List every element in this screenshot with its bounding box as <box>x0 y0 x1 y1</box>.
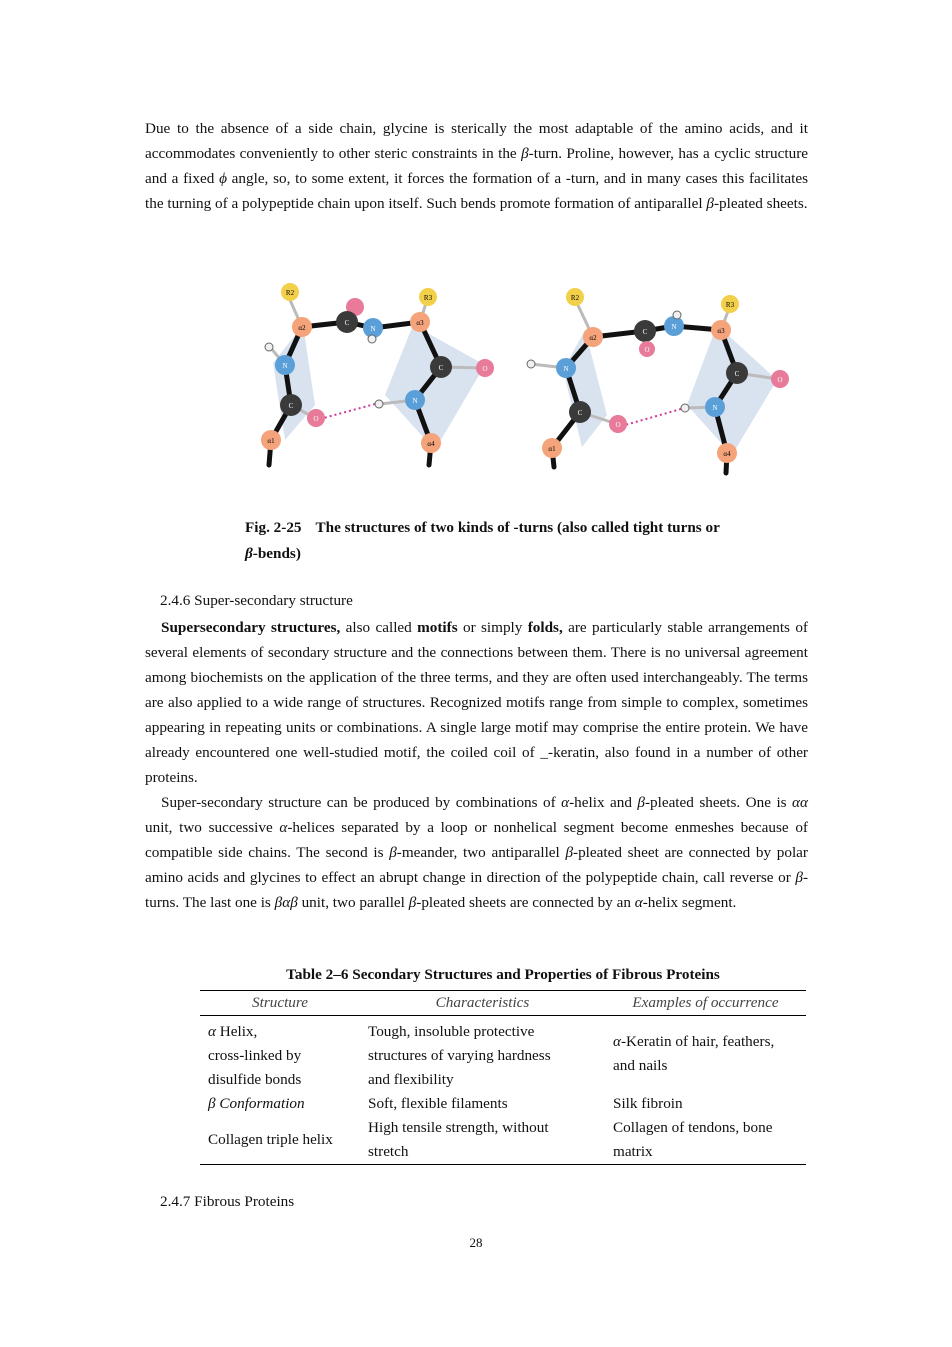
oxygen-label: O <box>615 421 621 429</box>
text-run: -pleated sheets are connected by an <box>416 894 635 911</box>
beta-symbol: β <box>408 894 417 911</box>
cell-text: disulfide bonds <box>208 1071 302 1088</box>
cell-text: structures of varying hardness <box>368 1047 551 1064</box>
table-row <box>200 1092 806 1116</box>
oxygen-label: O <box>313 415 319 423</box>
oxygen-label: O <box>777 376 783 384</box>
r3-label: R3 <box>423 294 433 302</box>
fibrous-proteins-table <box>200 990 806 1165</box>
hydrogen-bond <box>625 409 681 425</box>
carbon-label: C <box>288 402 294 410</box>
bold-term: Supersecondary structures, <box>161 619 341 636</box>
text-run: -helix and <box>569 794 638 811</box>
text-run: unit, two parallel <box>297 894 409 911</box>
alpha1-label: α1 <box>267 437 275 445</box>
text-run: also called <box>340 619 418 636</box>
section-heading-2-4-7: 2.4.7 Fibrous Proteins <box>160 1193 295 1210</box>
beta-symbol: β <box>706 195 714 212</box>
alpha-alpha-symbol: αα <box>792 794 808 811</box>
alpha-symbol: α <box>279 819 288 836</box>
alpha3-label: α3 <box>416 319 424 327</box>
alpha2-label: α2 <box>589 334 597 342</box>
text-run: Super-secondary structure can be produced by combinations of <box>161 794 562 811</box>
oxygen-label: O <box>482 365 488 373</box>
r2-label: R2 <box>570 294 580 302</box>
carbon-label: C <box>734 370 740 378</box>
text-run: Due to the absence of a side chain, glycine is sterically the most adaptable of the amino acids, and it accommodates conveniently to other steric constraints in the <box>145 120 808 162</box>
characteristics-cell <box>360 1016 605 1093</box>
nitrogen-label: N <box>563 365 569 373</box>
beta-symbol: β <box>637 794 645 811</box>
oxygen-label: O <box>644 346 650 354</box>
text-run: -helices separated by a loop or nonhelical segment become enmeshes because of compatible side chains. The second is <box>145 819 808 861</box>
carbon-label: C <box>577 409 583 417</box>
structure-cell <box>200 1092 360 1116</box>
structure-cell: Collagen triple helix <box>200 1116 360 1165</box>
paragraph-supersecondary <box>145 615 808 790</box>
hydrogen-atom <box>527 360 535 368</box>
beta-symbol: β <box>389 844 397 861</box>
alpha-symbol: α <box>634 894 643 911</box>
caption-text: The structures of two kinds of -turns (also called tight turns or <box>315 519 720 536</box>
characteristics-cell: Soft, flexible filaments <box>368 1095 508 1112</box>
hydrogen-atom <box>368 335 376 343</box>
text-run: -pleated sheets. One is <box>644 794 793 811</box>
structure-cell <box>200 1016 360 1093</box>
nitrogen-label: N <box>712 404 718 412</box>
nitrogen-label: N <box>370 325 376 333</box>
hydrogen-bond <box>320 404 375 419</box>
figure-caption <box>245 515 805 567</box>
beta-symbol: β <box>208 1095 216 1112</box>
table-row <box>200 1116 806 1165</box>
text-run: angle, so, to some extent, it forces the formation of a -turn, and in many cases this facilitates the turning of a polypeptide chain upon itself. Such bends promote formation of antiparallel <box>145 170 808 212</box>
text-run: are particularly stable arrangements of several elements of secondary structure and the connections between them. There is no universal agreement among biochemists on the application of the three terms, and they are often used interchangeably. The terms are also applied to a wide range of structures. Recognized motifs range from simple to complex, sometimes appearing in repeating units or combinations. A single large motif may comprise the entire protein. We have already encountered one well-studied motif, the coiled coil of _-keratin, also found in a number of other proteins. <box>145 619 808 786</box>
alpha-symbol: α <box>208 1023 216 1040</box>
bold-term: folds, <box>527 619 563 636</box>
beta-alpha-beta-symbol: βαβ <box>274 894 298 911</box>
nitrogen-label: N <box>671 323 677 331</box>
table-row <box>200 1016 806 1093</box>
cell-text: and nails <box>613 1057 668 1074</box>
text-run: -turns. The last one is <box>145 869 808 911</box>
hydrogen-atom <box>673 311 681 319</box>
text-run: -helix segment. <box>642 894 737 911</box>
alpha2-label: α2 <box>298 324 306 332</box>
text-run: unit, two successive <box>145 819 280 836</box>
cell-text: stretch <box>368 1143 409 1160</box>
examples-cell <box>605 1016 806 1093</box>
text-run: -pleated sheet are connected by polar amino acids and glycines to effect an abrupt change in direction of the polypeptide chain, call reverse or <box>145 844 808 886</box>
figure-number: Fig. 2-25 <box>245 519 302 536</box>
beta-turn-type-2 <box>527 288 789 473</box>
table-header-row <box>200 991 806 1016</box>
paragraph-combinations <box>145 790 808 915</box>
r2-label: R2 <box>285 289 295 297</box>
phi-symbol: ϕ <box>219 170 227 187</box>
characteristics-cell <box>360 1116 605 1165</box>
alpha4-label: α4 <box>723 450 731 458</box>
caption-text: -bends) <box>252 545 301 562</box>
cell-text: Collagen of tendons, bone <box>613 1119 773 1136</box>
cell-text: Conformation <box>215 1095 305 1112</box>
cell-text: matrix <box>613 1143 653 1160</box>
bold-term: motifs <box>417 619 458 636</box>
cell-text: Helix, <box>215 1023 258 1040</box>
table-title: Table 2–6 Secondary Structures and Properties of Fibrous Proteins <box>286 966 720 983</box>
page-number: 28 <box>469 1235 483 1250</box>
cell-text: High tensile strength, without <box>368 1119 549 1136</box>
carbon-label: C <box>344 319 350 327</box>
peptide-plane <box>687 325 777 455</box>
alpha-symbol: α <box>613 1033 621 1050</box>
hydrogen-atom <box>681 404 689 412</box>
alpha1-label: α1 <box>548 445 556 453</box>
beta-symbol: β <box>521 145 529 162</box>
nitrogen-label: N <box>412 397 418 405</box>
cell-text: and flexibility <box>368 1071 454 1088</box>
nitrogen-label: N <box>282 362 288 370</box>
alpha-symbol: α <box>561 794 570 811</box>
column-header: Examples of occurrence <box>605 991 806 1016</box>
alpha4-label: α4 <box>427 440 435 448</box>
beta-symbol: β <box>565 844 574 861</box>
beta-symbol: β <box>245 545 253 562</box>
cell-text: Tough, insoluble protective <box>368 1023 535 1040</box>
carbon-label: C <box>642 328 648 336</box>
carbon-label: C <box>438 364 444 372</box>
section-heading-2-4-6: 2.4.6 Super-secondary structure <box>160 592 353 609</box>
text-run: -turn. Proline, however, has a cyclic structure and a fixed <box>145 145 809 187</box>
alpha3-label: α3 <box>717 327 725 335</box>
cell-text: -Keratin of hair, feathers, <box>620 1033 775 1050</box>
peptide-plane <box>385 325 488 450</box>
paragraph-glycine-proline <box>145 116 808 216</box>
examples-cell: Silk fibroin <box>613 1095 683 1112</box>
text-run: -pleated sheets. <box>713 195 808 212</box>
column-header: Structure <box>200 991 360 1016</box>
r3-label: R3 <box>725 301 735 309</box>
examples-cell <box>605 1116 806 1165</box>
beta-turn-figure <box>255 275 795 485</box>
beta-turn-type-1 <box>261 283 494 465</box>
cell-text: cross-linked by <box>208 1047 302 1064</box>
column-header: Characteristics <box>360 991 605 1016</box>
beta-symbol: β <box>795 869 803 886</box>
text-run: -meander, two antiparallel <box>396 844 566 861</box>
text-run: or simply <box>457 619 528 636</box>
hydrogen-atom <box>265 343 273 351</box>
hydrogen-atom <box>375 400 383 408</box>
